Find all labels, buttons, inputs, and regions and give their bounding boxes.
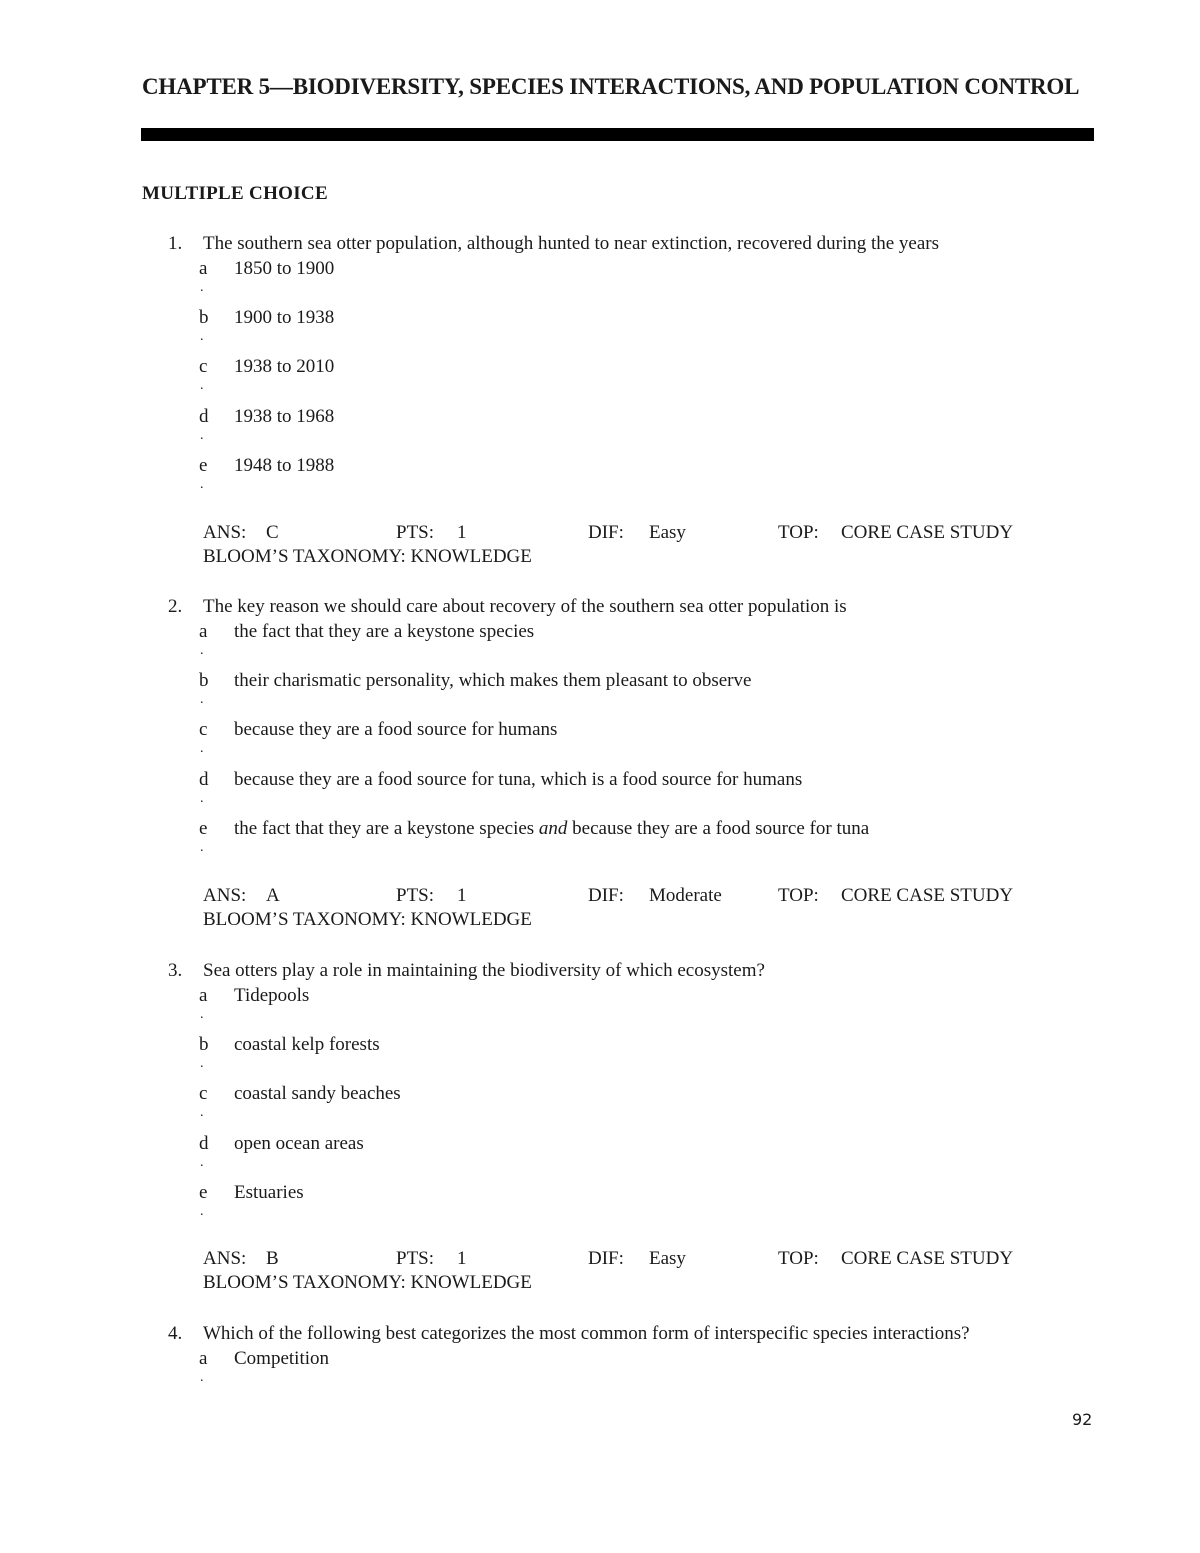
choice-letter: d [199, 769, 209, 790]
top-value: CORE CASE STUDY [841, 885, 1014, 906]
bloom-taxonomy: BLOOM’S TAXONOMY: KNOWLEDGE [203, 1272, 532, 1293]
choice-e [0, 1182, 1200, 1231]
question-number: 2. [168, 596, 183, 617]
choice-text: Tidepools [234, 985, 310, 1006]
choice-letter: b [199, 1034, 209, 1055]
choice-text: the fact that they are a keystone species [234, 621, 535, 642]
choice-text: 1938 to 2010 [234, 356, 335, 377]
choice-letter: a [199, 258, 208, 279]
ans-value: B [266, 1248, 279, 1269]
question-number: 3. [168, 960, 183, 981]
pts-value: 1 [457, 1248, 467, 1269]
choice-dot: . [200, 1155, 204, 1170]
top-label: TOP: [778, 885, 819, 906]
top-label: TOP: [778, 1248, 819, 1269]
pts-value: 1 [457, 885, 467, 906]
choice-dot: . [200, 280, 204, 295]
bloom-taxonomy: BLOOM’S TAXONOMY: KNOWLEDGE [203, 909, 532, 930]
page-number: 92 [1072, 1410, 1093, 1429]
choice-letter: e [199, 818, 208, 839]
choice-letter: c [199, 1083, 208, 1104]
choice-a [0, 985, 1200, 1034]
choice-text-after: because they are a food source for tuna [567, 818, 870, 839]
question-stem: The key reason we should care about recovery of the southern sea otter population is [203, 596, 847, 617]
choice-dot: . [200, 1056, 204, 1071]
choice-a [0, 258, 1200, 307]
choice-c [0, 356, 1200, 405]
dif-value: Easy [649, 522, 686, 543]
dif-label: DIF: [588, 1248, 624, 1269]
choice-letter: c [199, 356, 208, 377]
pts-label: PTS: [396, 1248, 435, 1269]
dif-label: DIF: [588, 522, 624, 543]
choice-letter: d [199, 406, 209, 427]
choice-text: 1900 to 1938 [234, 307, 335, 328]
choice-letter: b [199, 670, 209, 691]
choice-text: open ocean areas [234, 1133, 364, 1154]
choice-text [234, 818, 869, 840]
choice-dot: . [200, 840, 204, 855]
choice-text: because they are a food source for tuna, which is a food source for humans [234, 769, 803, 790]
top-label: TOP: [778, 522, 819, 543]
choice-letter: a [199, 985, 208, 1006]
choice-letter: d [199, 1133, 209, 1154]
ans-label: ANS: [203, 522, 247, 543]
question-stem: Which of the following best categorizes the most common form of interspecific species interactions? [203, 1323, 970, 1344]
choice-dot: . [200, 791, 204, 806]
chapter-title: CHAPTER 5—BIODIVERSITY, SPECIES INTERACTIONS, AND POPULATION CONTROL [142, 74, 1080, 99]
choice-dot: . [200, 378, 204, 393]
question-stem: The southern sea otter population, although hunted to near extinction, recovered during the years [203, 233, 940, 254]
choice-text-emphasis: and [538, 818, 568, 839]
choice-text: 1850 to 1900 [234, 258, 335, 279]
title-rule [141, 128, 1094, 141]
question-number: 1. [168, 233, 183, 254]
top-value: CORE CASE STUDY [841, 1248, 1014, 1269]
ans-label: ANS: [203, 885, 247, 906]
choice-dot: . [200, 329, 204, 344]
top-value: CORE CASE STUDY [841, 522, 1014, 543]
choice-dot: . [200, 643, 204, 658]
choice-dot: . [200, 692, 204, 707]
choice-d [0, 769, 1200, 818]
pts-label: PTS: [396, 885, 435, 906]
choice-letter: a [199, 621, 208, 642]
choice-dot: . [200, 1204, 204, 1219]
choice-e [0, 455, 1200, 504]
choice-text: 1948 to 1988 [234, 455, 335, 476]
pts-label: PTS: [396, 522, 435, 543]
section-heading: MULTIPLE CHOICE [142, 183, 328, 204]
choice-text: because they are a food source for humans [234, 719, 558, 740]
question-stem: Sea otters play a role in maintaining the biodiversity of which ecosystem? [203, 960, 765, 981]
choice-text-before: the fact that they are a keystone species [234, 818, 539, 839]
choice-dot: . [200, 1105, 204, 1120]
choice-c [0, 1083, 1200, 1132]
choice-a [0, 1348, 1200, 1397]
choice-text: their charismatic personality, which makes them pleasant to observe [234, 670, 752, 691]
choice-text: Estuaries [234, 1182, 304, 1203]
choice-text: 1938 to 1968 [234, 406, 335, 427]
dif-label: DIF: [588, 885, 624, 906]
choice-d [0, 406, 1200, 455]
ans-label: ANS: [203, 1248, 247, 1269]
choice-dot: . [200, 741, 204, 756]
choice-b [0, 1034, 1200, 1083]
choice-letter: e [199, 1182, 208, 1203]
pts-value: 1 [457, 522, 467, 543]
choice-e [0, 818, 1200, 867]
question-number: 4. [168, 1323, 183, 1344]
dif-value: Moderate [649, 885, 722, 906]
choice-d [0, 1133, 1200, 1182]
choice-letter: b [199, 307, 209, 328]
choice-c [0, 719, 1200, 768]
bloom-taxonomy: BLOOM’S TAXONOMY: KNOWLEDGE [203, 546, 532, 567]
choice-letter: c [199, 719, 208, 740]
choice-b [0, 307, 1200, 356]
choice-dot: . [200, 1370, 204, 1385]
choice-b [0, 670, 1200, 719]
ans-value: C [266, 522, 279, 543]
dif-value: Easy [649, 1248, 686, 1269]
ans-value: A [266, 885, 280, 906]
choice-dot: . [200, 1007, 204, 1022]
choice-letter: e [199, 455, 208, 476]
choice-text: coastal sandy beaches [234, 1083, 401, 1104]
choice-letter: a [199, 1348, 208, 1369]
choice-text: Competition [234, 1348, 329, 1369]
choice-dot: . [200, 477, 204, 492]
choice-text: coastal kelp forests [234, 1034, 380, 1055]
choice-dot: . [200, 428, 204, 443]
choice-a [0, 621, 1200, 670]
